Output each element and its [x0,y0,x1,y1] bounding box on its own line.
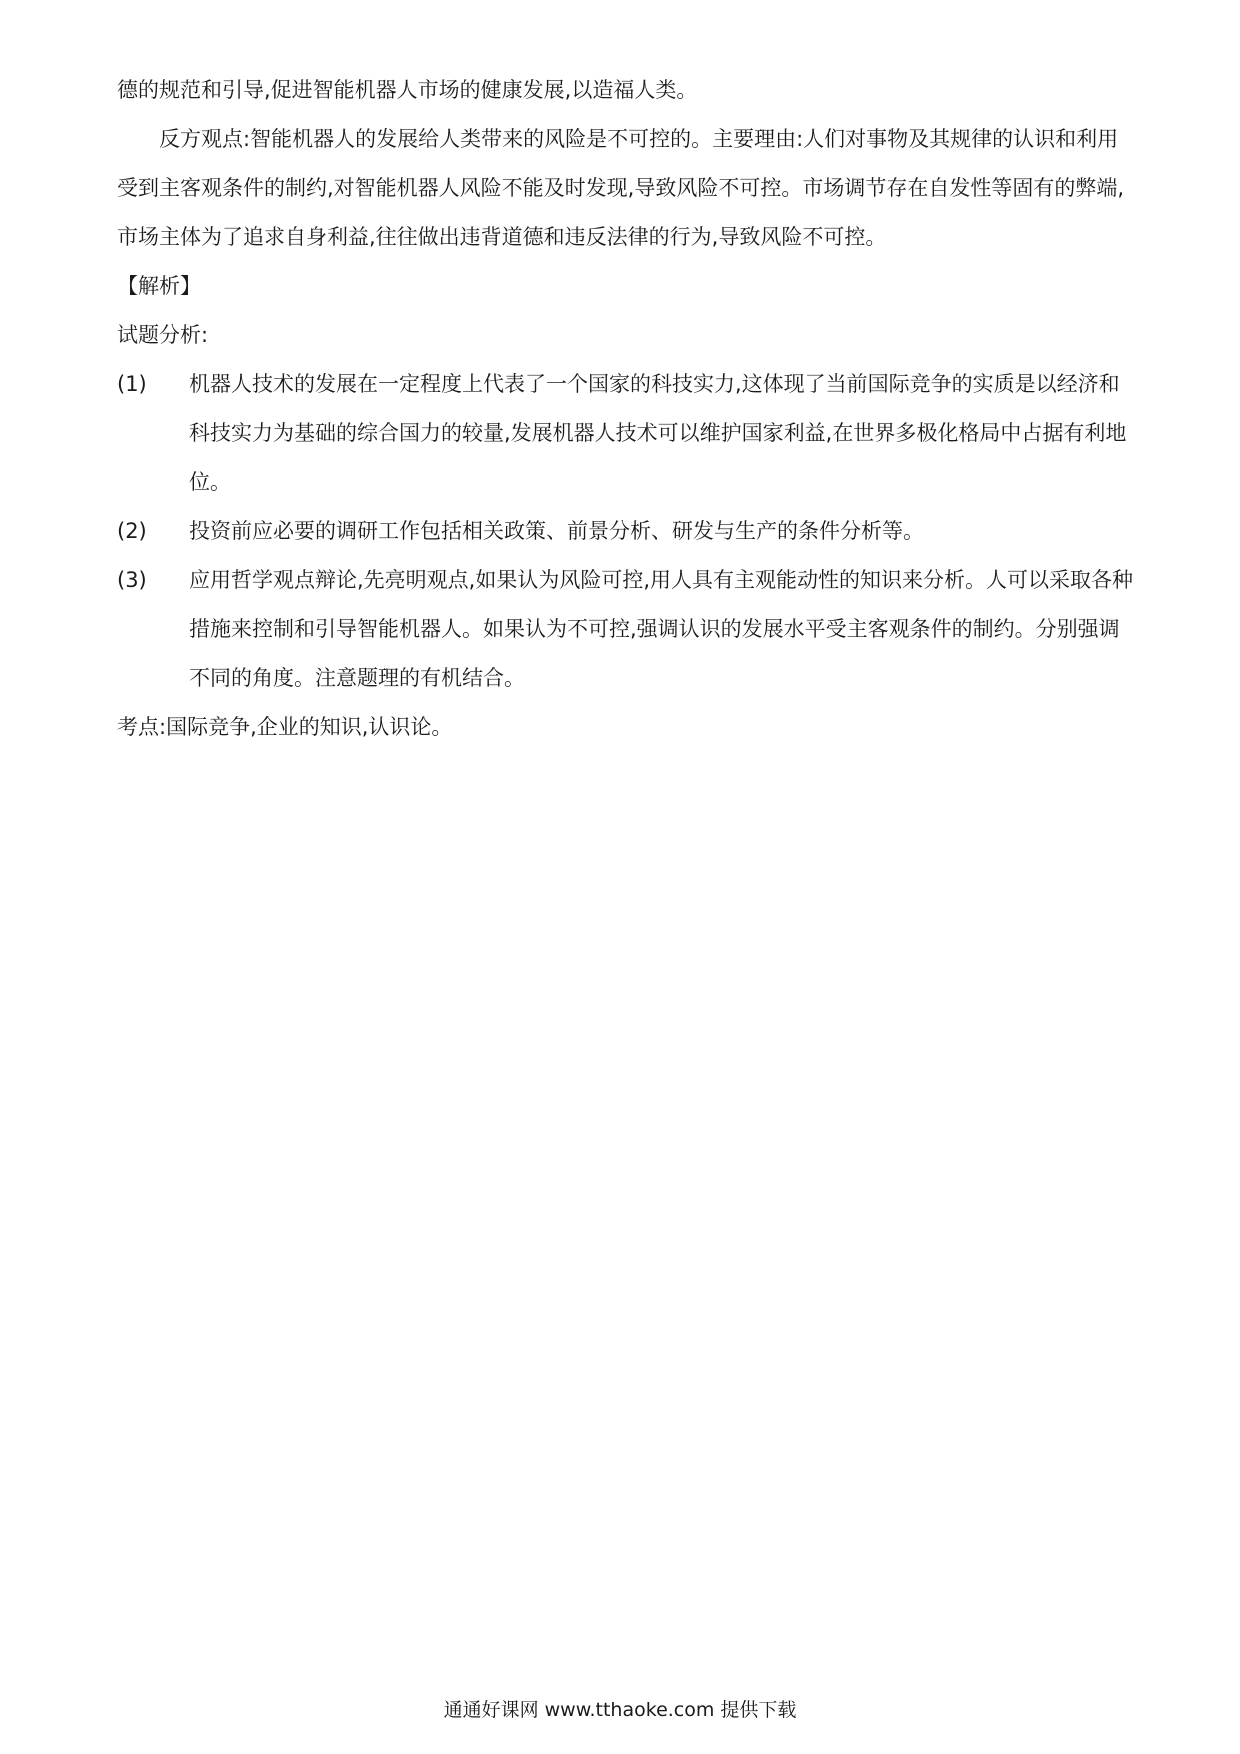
analysis-item-text: 机器人技术的发展在一定程度上代表了一个国家的科技实力,这体现了当前国际竞争的实质是以经济和科技实力为基础的综合国力的较量,发展机器人技术可以维护国家利益,在世界多极化格局中占据有利地位。 [189,372,1127,494]
analysis-subheading: 试题分析: [117,323,209,347]
paragraph-continuation: 德的规范和引导,促进智能机器人市场的健康发展,以造福人类。 [117,78,698,102]
exam-point: 考点:国际竞争,企业的知识,认识论。 [117,715,453,739]
document-body [117,66,1135,752]
analysis-item-text: 应用哲学观点辩论,先亮明观点,如果认为风险可控,用人具有主观能动性的知识来分析。人可以采取各种措施来控制和引导智能机器人。如果认为不可控,强调认识的发展水平受主客观条件的制约。分别强调不同的角度。注意题理的有机结合。 [189,568,1134,690]
analysis-item-text: 投资前应必要的调研工作包括相关政策、前景分析、研发与生产的条件分析等。 [189,519,924,543]
analysis-heading: 【解析】 [117,274,201,298]
footer-download-notice: 通通好课网 www.tthaoke.com 提供下载 [443,1699,797,1721]
analysis-item-1 [117,360,1135,507]
analysis-item-number: (3) [117,568,147,592]
analysis-item-number: (1) [117,372,147,396]
analysis-item-3 [117,556,1135,703]
analysis-item-number: (2) [117,519,147,543]
paragraph-opposing-view: 反方观点:智能机器人的发展给人类带来的风险是不可控的。主要理由:人们对事物及其规律的认识和利用受到主客观条件的制约,对智能机器人风险不能及时发现,导致风险不可控。市场调节存在自发性等固有的弊端,市场主体为了追求自身利益,往往做出违背道德和违反法律的行为,导致风险不可控。 [117,127,1125,249]
analysis-item-2 [117,507,1135,556]
